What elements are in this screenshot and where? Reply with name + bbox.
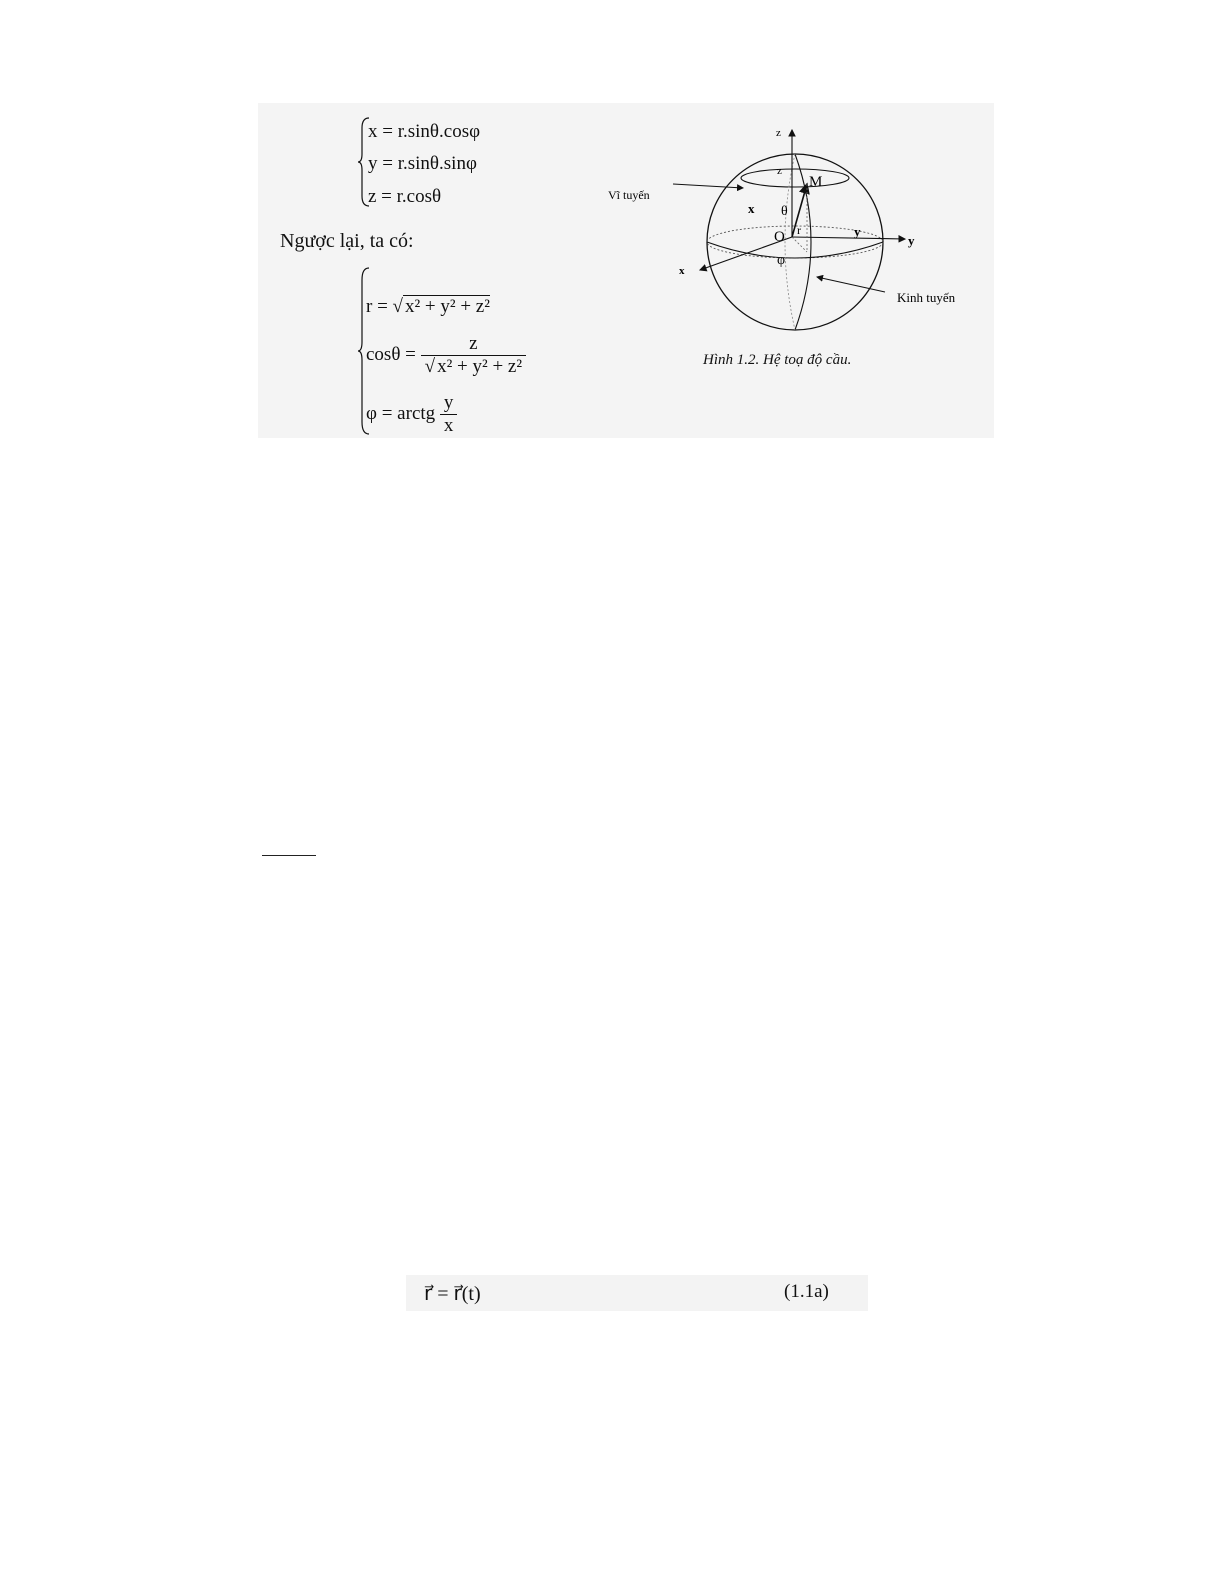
cos-denominator — [421, 356, 526, 378]
figure-caption: Hình 1.2. Hệ toạ độ cầu. — [703, 352, 852, 368]
r-radicand: x² + y² + z² — [404, 296, 490, 317]
sphere-outline — [707, 154, 883, 330]
parallel-label: Vĩ tuyến — [608, 188, 650, 202]
position-vector-formula: r⃗ = r⃗(t) — [424, 1283, 481, 1305]
meridian-label: Kinh tuyến — [897, 290, 956, 305]
x-axis-label: x — [679, 265, 685, 277]
cos-numerator: z — [421, 333, 526, 356]
equation-z: z = r.cosθ — [368, 186, 442, 207]
footnote-rule — [262, 855, 316, 856]
y-axis — [792, 237, 905, 239]
point-m-label: M — [809, 174, 823, 190]
equation-r — [366, 296, 490, 318]
parallel-circle — [741, 169, 849, 187]
y-component-label: y — [854, 224, 861, 239]
cos-fraction — [421, 333, 526, 378]
r-label: r — [797, 223, 801, 237]
cos-root-sign: √ — [424, 356, 436, 377]
equation-y: y = r.sinθ.sinφ — [368, 153, 477, 174]
theta-label: θ — [781, 204, 788, 219]
conversely-text: Ngược lại, ta có: — [280, 230, 414, 252]
cos-lhs: cosθ = — [366, 343, 421, 365]
equation-phi — [366, 392, 457, 437]
phi-lhs: φ = arctg — [366, 402, 440, 424]
z-component-label: z — [777, 165, 782, 177]
equation-number: (1.1a) — [784, 1281, 829, 1302]
r-lhs: r = √ — [366, 296, 403, 317]
parallel-pointer — [673, 184, 743, 188]
phi-denominator: x — [443, 415, 454, 436]
y-axis-label: y — [908, 233, 915, 248]
origin-label: O — [774, 229, 785, 245]
x-component-label: x — [748, 201, 755, 216]
z-axis-label: z — [776, 127, 781, 139]
equation-x: x = r.sinθ.cosφ — [368, 121, 481, 142]
phi-label: φ — [777, 253, 786, 268]
cos-radicand: x² + y² + z² — [437, 356, 523, 377]
equation-cos-theta — [366, 333, 526, 378]
phi-fraction — [440, 392, 458, 437]
phi-numerator: y — [440, 392, 458, 415]
sphere-figure — [595, 112, 990, 337]
